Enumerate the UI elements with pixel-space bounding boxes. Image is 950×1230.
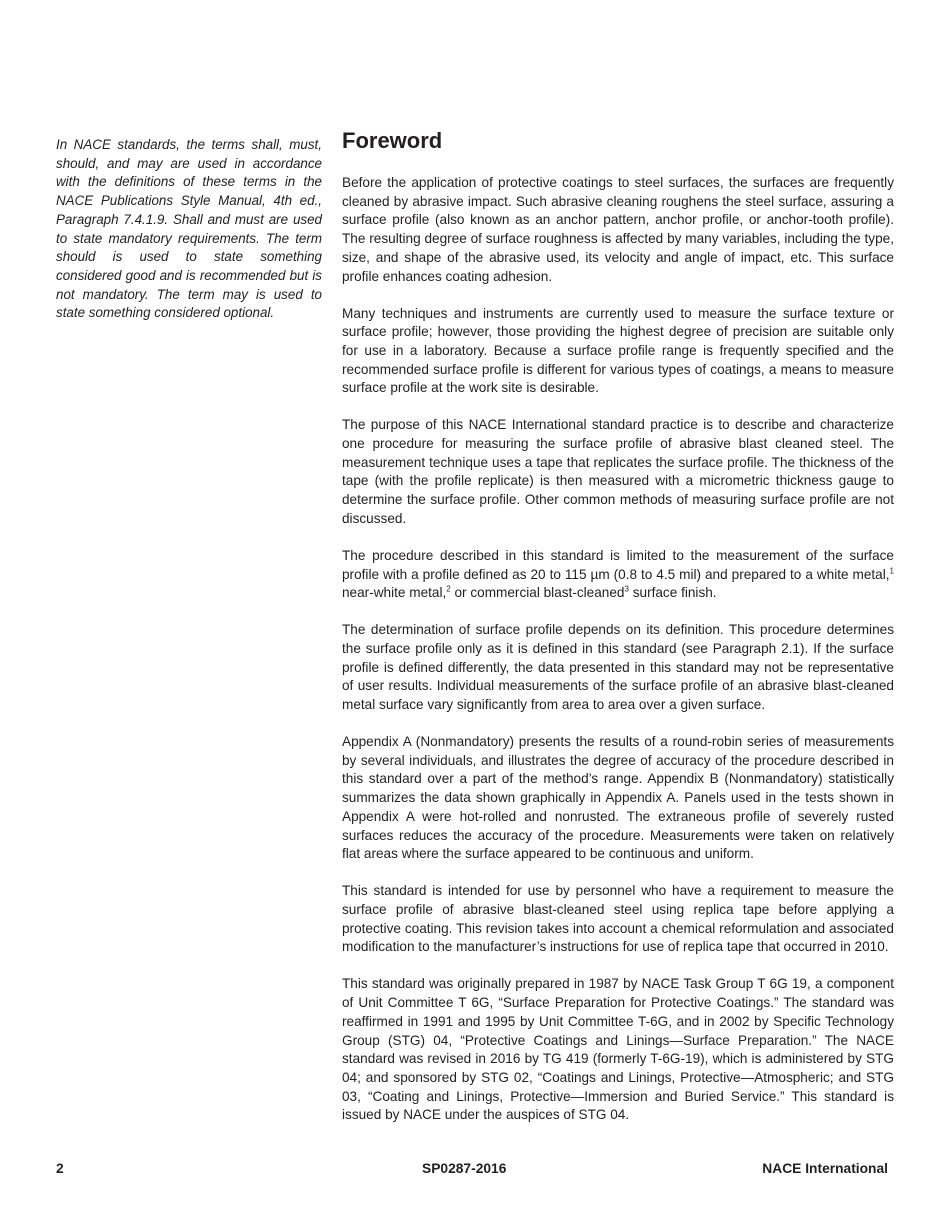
paragraph-6: Appendix A (Nonmandatory) presents the results of a round-robin series of measurements by several individuals, and illustrates the degree of accuracy of the procedure described in this standard over a part of the method’s range. Appendix B (Nonmandatory) statistically summarizes the data shown graphically in Appendix A. Panels used in the tests shown in Appendix A were hot-rolled and nonrusted. The extraneous profile of severely rusted surfaces reduces the accuracy of the procedure. Measurements were taken on relatively flat areas where the surface appeared to be continuous and uniform. xyxy=(342,734,894,862)
footnote-ref-2: 2 xyxy=(446,584,451,594)
paragraph-7: This standard is intended for use by personnel who have a requirement to measure the surface profile of abrasive blast-cleaned steel using replica tape before applying a protective coating. This revision takes into account a chemical reformulation and associated modification to the manufacturer’s instructions for use of replica tape that occurred in 2010. xyxy=(342,883,894,955)
paragraph-4-text-d: surface finish. xyxy=(628,585,717,601)
paragraph-4 xyxy=(342,547,894,603)
paragraph-4-text-c: or commercial blast-cleaned xyxy=(450,585,625,601)
footnote-ref-3: 3 xyxy=(624,584,629,594)
page-footer xyxy=(56,1161,894,1181)
paragraph-5: The determination of surface profile depends on its definition. This procedure determines the surface profile only as it is defined in this standard (see Paragraph 2.1). If the surface profile is defined differently, the data presented in this standard may not be representative of user results. Individual measurements of the surface profile of an abrasive blast-cleaned metal surface vary significantly from area to area over a given surface. xyxy=(342,622,894,713)
paragraph-4-text-a: The procedure described in this standard is limited to the measurement of the surface profile with a profile defined as 20 to 115 µm (0.8 to 4.5 mil) and prepared to a white metal, xyxy=(342,547,894,582)
paragraph-8: This standard was originally prepared in 1987 by NACE Task Group T 6G 19, a component of Unit Committee T 6G, “Surface Preparation for Protective Coatings.” The standard was reaffirmed in 1991 and 1995 by Unit Committee T-6G, and in 2002 by Specific Technology Group (STG) 04, “Protective Coatings and Linings—Surface Preparation.” The NACE standard was revised in 2016 by TG 419 (formerly T-6G-19), which is administered by STG 04; and sponsored by STG 02, “Coatings and Linings, Protective—Atmospheric; and STG 03, “Coating and Linings, Protective—Immersion and Buried Service.” This standard is issued by NACE under the auspices of STG 04. xyxy=(342,976,894,1123)
document-id: SP0287-2016 xyxy=(422,1161,507,1176)
section-heading: Foreword xyxy=(342,128,443,153)
paragraph-2: Many techniques and instruments are currently used to measure the surface texture or surface profile; however, those providing the highest degree of precision are suitable only for use in a laboratory. Because a surface profile range is frequently specified and the recommended surface profile is different for various types of coatings, a means to measure surface profile at the work site is desirable. xyxy=(342,305,894,396)
paragraph-1: Before the application of protective coatings to steel surfaces, the surfaces are frequently cleaned by abrasive impact. Such abrasive cleaning roughens the steel surface, assuring a surface profile (also known as an anchor pattern, anchor profile, or anchor-tooth profile). The resulting degree of surface roughness is affected by many variables, including the type, size, and shape of the abrasive used, its velocity and angle of impact, etc. This surface profile enhances coating adhesion. xyxy=(342,175,894,284)
footnote-ref-1: 1 xyxy=(889,566,894,576)
page-number: 2 xyxy=(56,1161,64,1176)
paragraph-3: The purpose of this NACE International standard practice is to describe and characterize one procedure for measuring the surface profile of abrasive blast cleaned steel. The measurement technique uses a tape that replicates the surface profile. The thickness of the tape (with the profile replicate) is then measured with a micrometric thickness gauge to determine the surface profile. Other common methods of measuring surface profile are not discussed. xyxy=(342,417,894,526)
terminology-sidenote: In NACE standards, the terms shall, must, should, and may are used in accordance with the definitions of these terms in the NACE Publications Style Manual, 4th ed., Paragraph 7.4.1.9. Shall and must are used to state mandatory requirements. The term should is used to state something considered good and is recommended but is not mandatory. The term may is used to state something considered optional. xyxy=(56,137,322,321)
organization-name: NACE International xyxy=(762,1161,888,1176)
paragraph-4-text-b: near-white metal, xyxy=(342,585,447,601)
foreword-section xyxy=(342,126,894,1143)
